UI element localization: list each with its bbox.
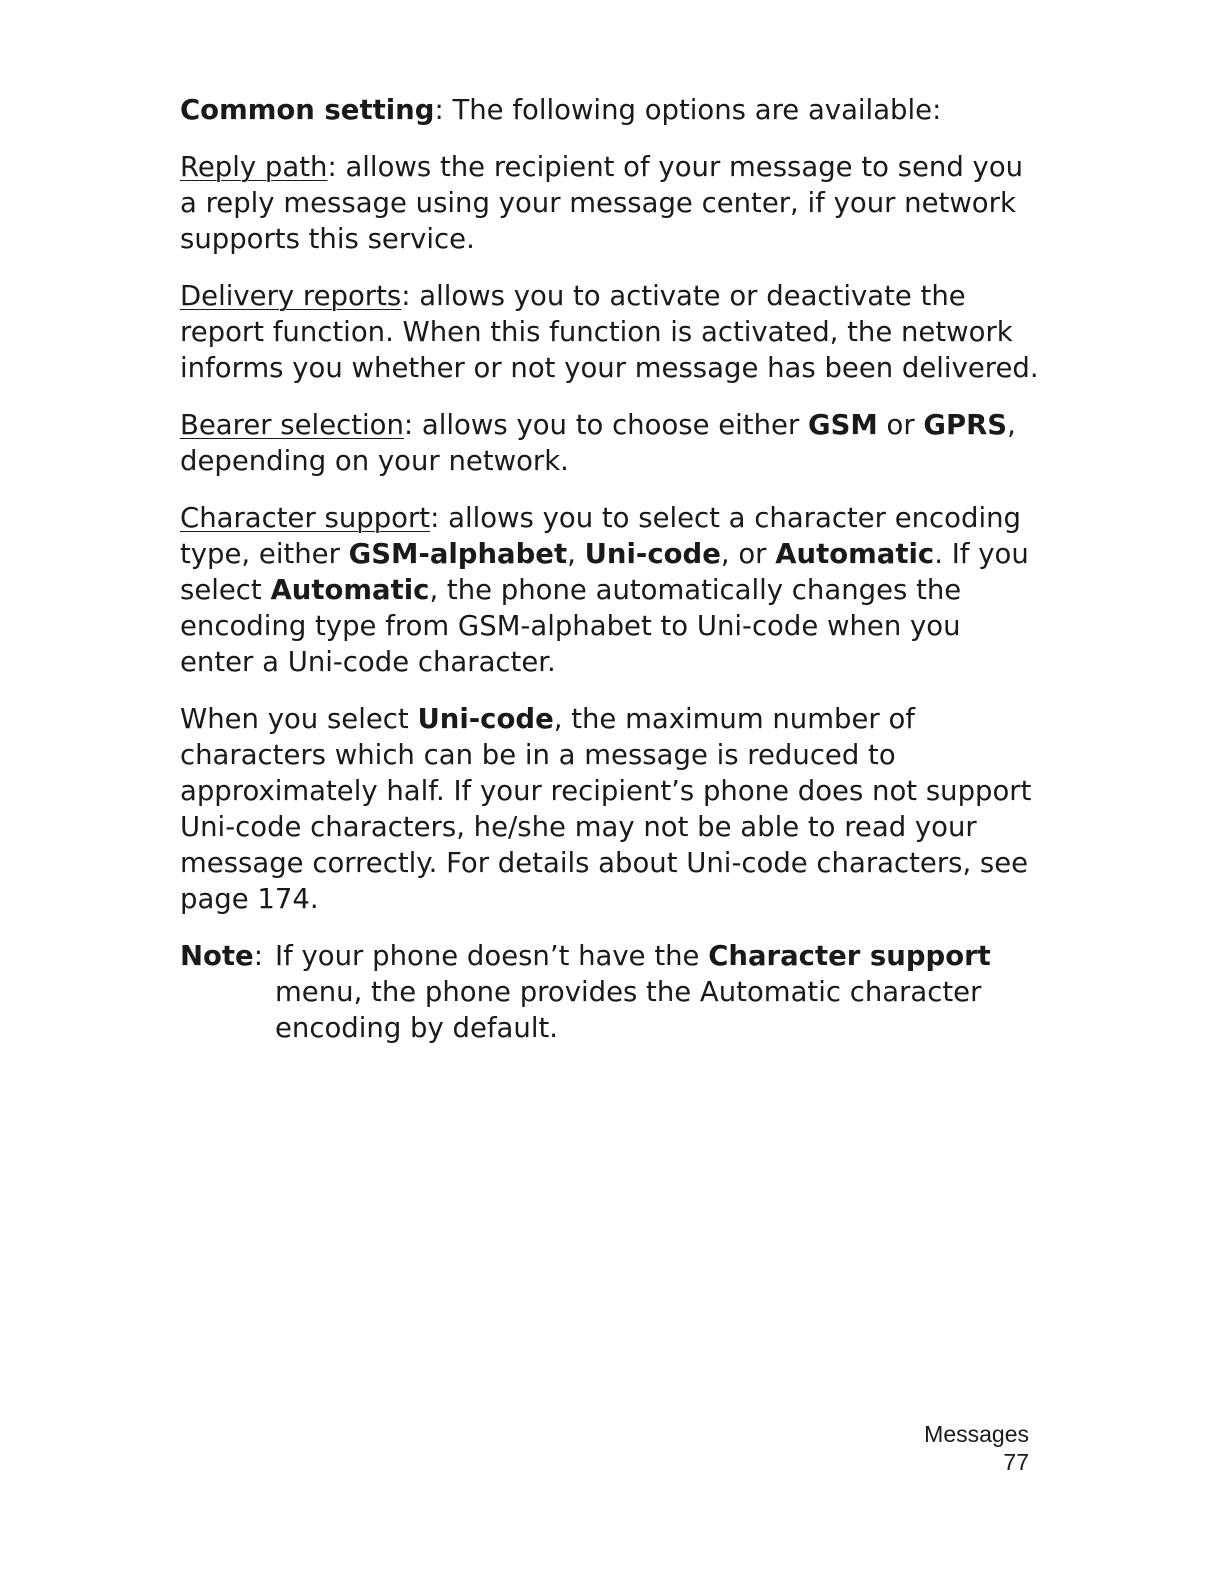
reply-path-term: Reply path	[180, 151, 328, 183]
character-support-text-5: , the phone automatically changes the encoding type from GSM-alphabet to Uni-code when you enter a Uni-code character.	[180, 574, 962, 678]
delivery-reports-text: : allows you to activate or deactivate the report function. When this function is activated, the network informs you whether or not your message has been delivered.	[180, 280, 1039, 384]
note-body	[275, 938, 1040, 1046]
common-setting-heading: Common setting	[180, 94, 435, 126]
reply-path-text: : allows the recipient of your message to send you a reply message using your message center, if your network supports this service.	[180, 151, 1024, 255]
bearer-selection-text-3: , depending on your network.	[180, 409, 1016, 477]
page-content	[180, 92, 1040, 1046]
encoding-option-unicode: Uni-code	[584, 538, 721, 570]
page-footer	[924, 1420, 1029, 1476]
delivery-reports-term: Delivery reports	[180, 280, 402, 312]
character-support-text-1: : allows you to select a character encoding type, either	[180, 502, 1021, 570]
common-setting-paragraph	[180, 92, 1040, 128]
unicode-bold: Uni-code	[417, 703, 554, 735]
encoding-option-gsm-alphabet: GSM-alphabet	[348, 538, 568, 570]
bearer-selection-term: Bearer selection	[180, 409, 404, 441]
footer-section-title: Messages	[924, 1421, 1029, 1447]
bearer-selection-paragraph	[180, 407, 1040, 479]
character-support-text-4: . If you select	[180, 538, 1029, 606]
unicode-paragraph	[180, 701, 1040, 917]
note-block	[180, 938, 1040, 1046]
bearer-option-gsm: GSM	[808, 409, 878, 441]
delivery-reports-paragraph	[180, 278, 1040, 386]
encoding-option-automatic-2: Automatic	[270, 574, 430, 606]
bearer-option-gprs: GPRS	[923, 409, 1008, 441]
character-support-paragraph	[180, 500, 1040, 680]
note-label-text: Note	[180, 940, 254, 972]
common-setting-intro: : The following options are available:	[434, 94, 942, 126]
character-support-term: Character support	[180, 502, 431, 534]
encoding-option-automatic: Automatic	[775, 538, 935, 570]
note-bold-character-support: Character support	[708, 940, 991, 972]
character-support-text-2: ,	[567, 538, 585, 570]
note-text-2: menu, the phone provides the Automatic character encoding by default.	[275, 976, 982, 1044]
note-text-1: If your phone doesn’t have the	[275, 940, 709, 972]
reply-path-paragraph	[180, 149, 1040, 257]
character-support-text-3: , or	[720, 538, 776, 570]
bearer-selection-text-2: or	[877, 409, 924, 441]
page-number: 77	[1003, 1449, 1029, 1475]
note-colon: :	[253, 940, 263, 972]
bearer-selection-text-1: : allows you to choose either	[403, 409, 808, 441]
unicode-text-2: , the maximum number of characters which can be in a message is reduced to approximately half. If your recipient’s phone does not support Uni-code characters, he/she may not be able to read your message correctly. For details about Uni-code characters, see page 174.	[180, 703, 1032, 915]
unicode-text-1: When you select	[180, 703, 418, 735]
note-label	[180, 938, 275, 1046]
